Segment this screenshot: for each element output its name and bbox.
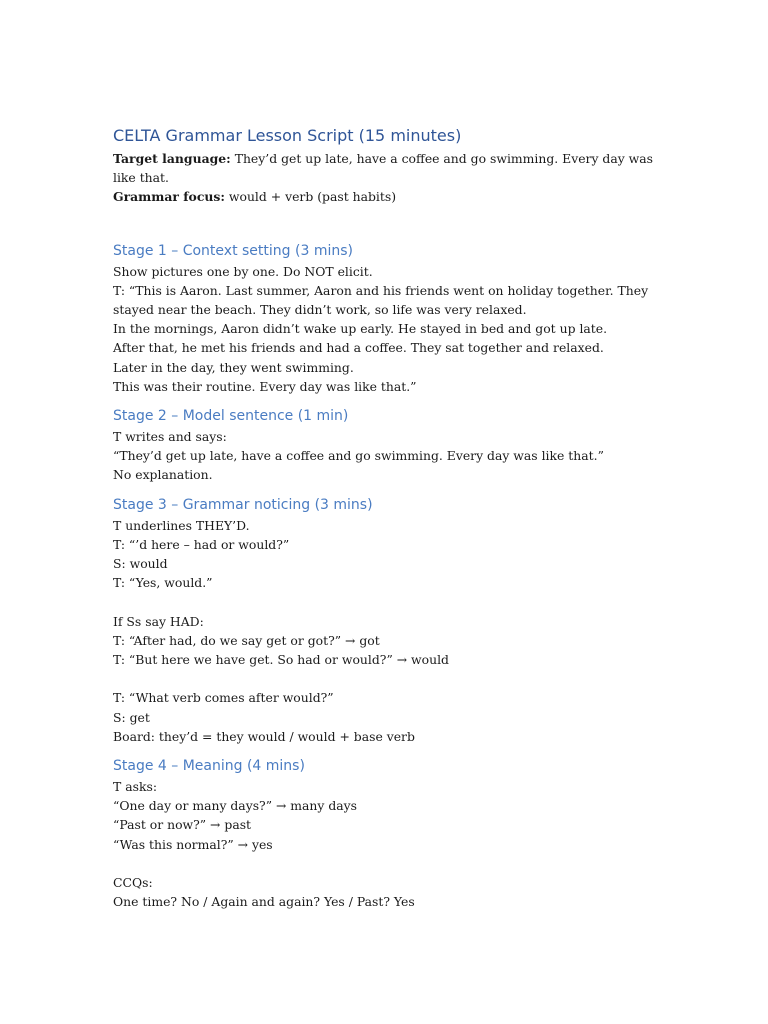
stage-4-line: “Was this normal?” → yes <box>113 836 273 852</box>
section-spacer <box>113 746 658 756</box>
target-language-label: Target language: <box>113 151 231 166</box>
stage-3-heading: Stage 3 – Grammar noticing (3 mins) <box>113 496 373 513</box>
stage-3-line: T: “What verb comes after would?” <box>113 690 334 706</box>
stage-1-line: Show pictures one by one. Do NOT elicit. <box>113 263 373 279</box>
stage-4-section <box>113 756 658 911</box>
stage-3-line: T: “’d here – had or would?” <box>113 536 290 552</box>
stage-2-line: “They’d get up late, have a coffee and go swimming. Every day was like that.” <box>113 448 604 464</box>
stage-2-line: T writes and says: <box>113 429 227 445</box>
stage-1-section <box>113 241 658 396</box>
stage-2-line: No explanation. <box>113 467 213 483</box>
grammar-focus-text: would + verb (past habits) <box>224 189 397 205</box>
stage-3-line: T: “Yes, would.” <box>113 575 213 591</box>
stage-3-line: T: “After had, do we say get or got?” → got <box>113 632 380 648</box>
stage-3-line: S: would <box>113 556 168 572</box>
stage-1-line: T: “This is Aaron. Last summer, Aaron and his friends went on holiday together. They stayed near the beach. They didn’t work, so life was very relaxed. <box>113 282 649 318</box>
stage-1-line: In the mornings, Aaron didn’t wake up early. He stayed in bed and got up late. <box>113 321 608 337</box>
stage-3-line: T: “But here we have get. So had or would?” → would <box>113 652 449 668</box>
section-spacer <box>113 396 658 406</box>
section-spacer <box>113 485 658 495</box>
target-language-line <box>113 149 658 187</box>
document-title: CELTA Grammar Lesson Script (15 minutes) <box>113 126 462 145</box>
blank-line <box>113 854 658 873</box>
stage-3-section <box>113 495 658 746</box>
target-language-text: They’d get up late, have a coffee and go swimming. Every day was like that. <box>113 151 654 186</box>
grammar-focus-label: Grammar focus: <box>113 189 225 205</box>
blank-line <box>113 669 658 688</box>
stage-4-line: “One day or many days?” → many days <box>113 798 358 814</box>
stage-4-line: “Past or now?” → past <box>113 817 252 833</box>
blank-line <box>113 592 658 611</box>
stage-4-line: One time? No / Again and again? Yes / Past? Yes <box>113 894 415 910</box>
stage-1-line: After that, he met his friends and had a coffee. They sat together and relaxed. <box>113 340 604 356</box>
document-page <box>113 125 658 911</box>
stage-4-line: T asks: <box>113 779 157 795</box>
stage-2-section <box>113 406 658 485</box>
stage-2-heading: Stage 2 – Model sentence (1 min) <box>113 408 349 425</box>
stage-3-line: S: get <box>113 709 150 725</box>
grammar-focus-line <box>113 187 658 206</box>
stage-4-heading: Stage 4 – Meaning (4 mins) <box>113 758 305 775</box>
stage-3-line: Board: they’d = they would / would + base verb <box>113 728 415 744</box>
stage-1-heading: Stage 1 – Context setting (3 mins) <box>113 242 353 259</box>
stage-1-line: Later in the day, they went swimming. <box>113 359 354 375</box>
stage-3-line: T underlines THEY’D. <box>113 517 250 533</box>
stage-3-line: If Ss say HAD: <box>113 613 204 629</box>
stage-4-line: CCQs: <box>113 875 153 891</box>
stage-1-line: This was their routine. Every day was like that.” <box>113 378 417 394</box>
section-spacer <box>113 207 658 241</box>
